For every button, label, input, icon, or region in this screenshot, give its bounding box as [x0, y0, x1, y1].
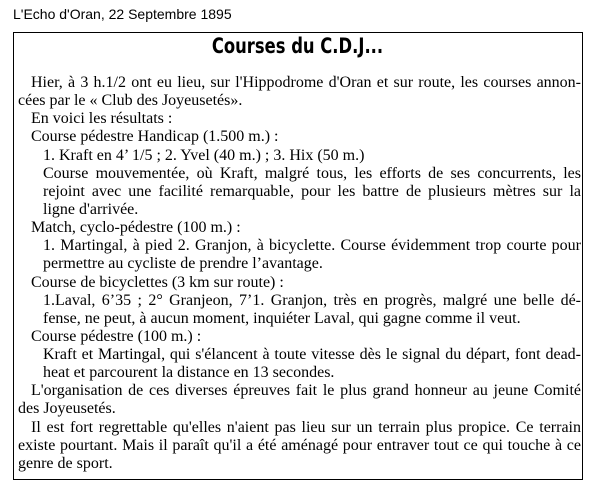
- article-line: Course pédestre Handicap (1.500 m.) :: [31, 128, 279, 145]
- article-line: cées par le « Club des Joyeusetés».: [18, 92, 243, 109]
- article-line: permettre au cycliste de prendre l’avantage.: [43, 255, 323, 272]
- article-line: 1. Martingal, à pied 2. Granjon, à bicyclette. Course évidemment trop courte pour: [43, 237, 581, 254]
- article-line: heat et parcourent la distance en 13 secondes.: [43, 364, 335, 381]
- article-line: Hier, à 3 h.1/2 ont eu lieu, sur l'Hippodrome d'Oran et sur route, les courses annon-: [31, 74, 581, 91]
- article-line: Il est fort regrettable qu'elles n'aient pas lieu sur un terrain plus propice. Ce terrain: [31, 419, 581, 436]
- newspaper-source: L'Echo d'Oran, 22 Septembre 1895: [13, 6, 232, 22]
- article-line: existe pourtant. Mais il paraît qu'il a été aménagé pour entraver tout ce qui touche à ce: [18, 437, 581, 454]
- article-line: ligne d'arrivée.: [43, 201, 139, 218]
- article-line: Course mouvementée, où Kraft, malgré tous, les efforts de ses concurrents, les: [43, 165, 581, 182]
- article-line: genre de sport.: [18, 455, 113, 472]
- article-line: fense, ne peut, à aucun moment, inquiéter Laval, qui gagne comme il veut.: [43, 310, 521, 327]
- article-line: des Joyeusetés.: [18, 400, 116, 417]
- article-line: L'organisation de ces diverses épreuves fait le plus grand honneur au jeune Comité: [31, 382, 581, 399]
- article-line: Course pédestre (100 m.) :: [31, 328, 202, 345]
- article-line: Course de bicyclettes (3 km sur route) :: [31, 274, 284, 291]
- article-line: En voici les résultats :: [31, 110, 173, 127]
- article-line: Kraft et Martingal, qui s'élancent à toute vitesse dès le signal du départ, font dead-: [43, 346, 581, 363]
- article-line: rejoint avec une facilité remarquable, pour les battre de plusieurs mètres sur la: [43, 183, 581, 200]
- article-line: Match, cyclo-pédestre (100 m.) :: [31, 219, 241, 236]
- article-line: 1.Laval, 6’35 ; 2° Granjeon, 7’1. Granjon, très en progrès, malgré une belle dé-: [43, 292, 581, 309]
- article-title: Courses du C.D.J...: [211, 34, 384, 58]
- article-line: 1. Kraft en 4’ 1/5 ; 2. Yvel (40 m.) ; 3. Hix (50 m.): [43, 147, 365, 164]
